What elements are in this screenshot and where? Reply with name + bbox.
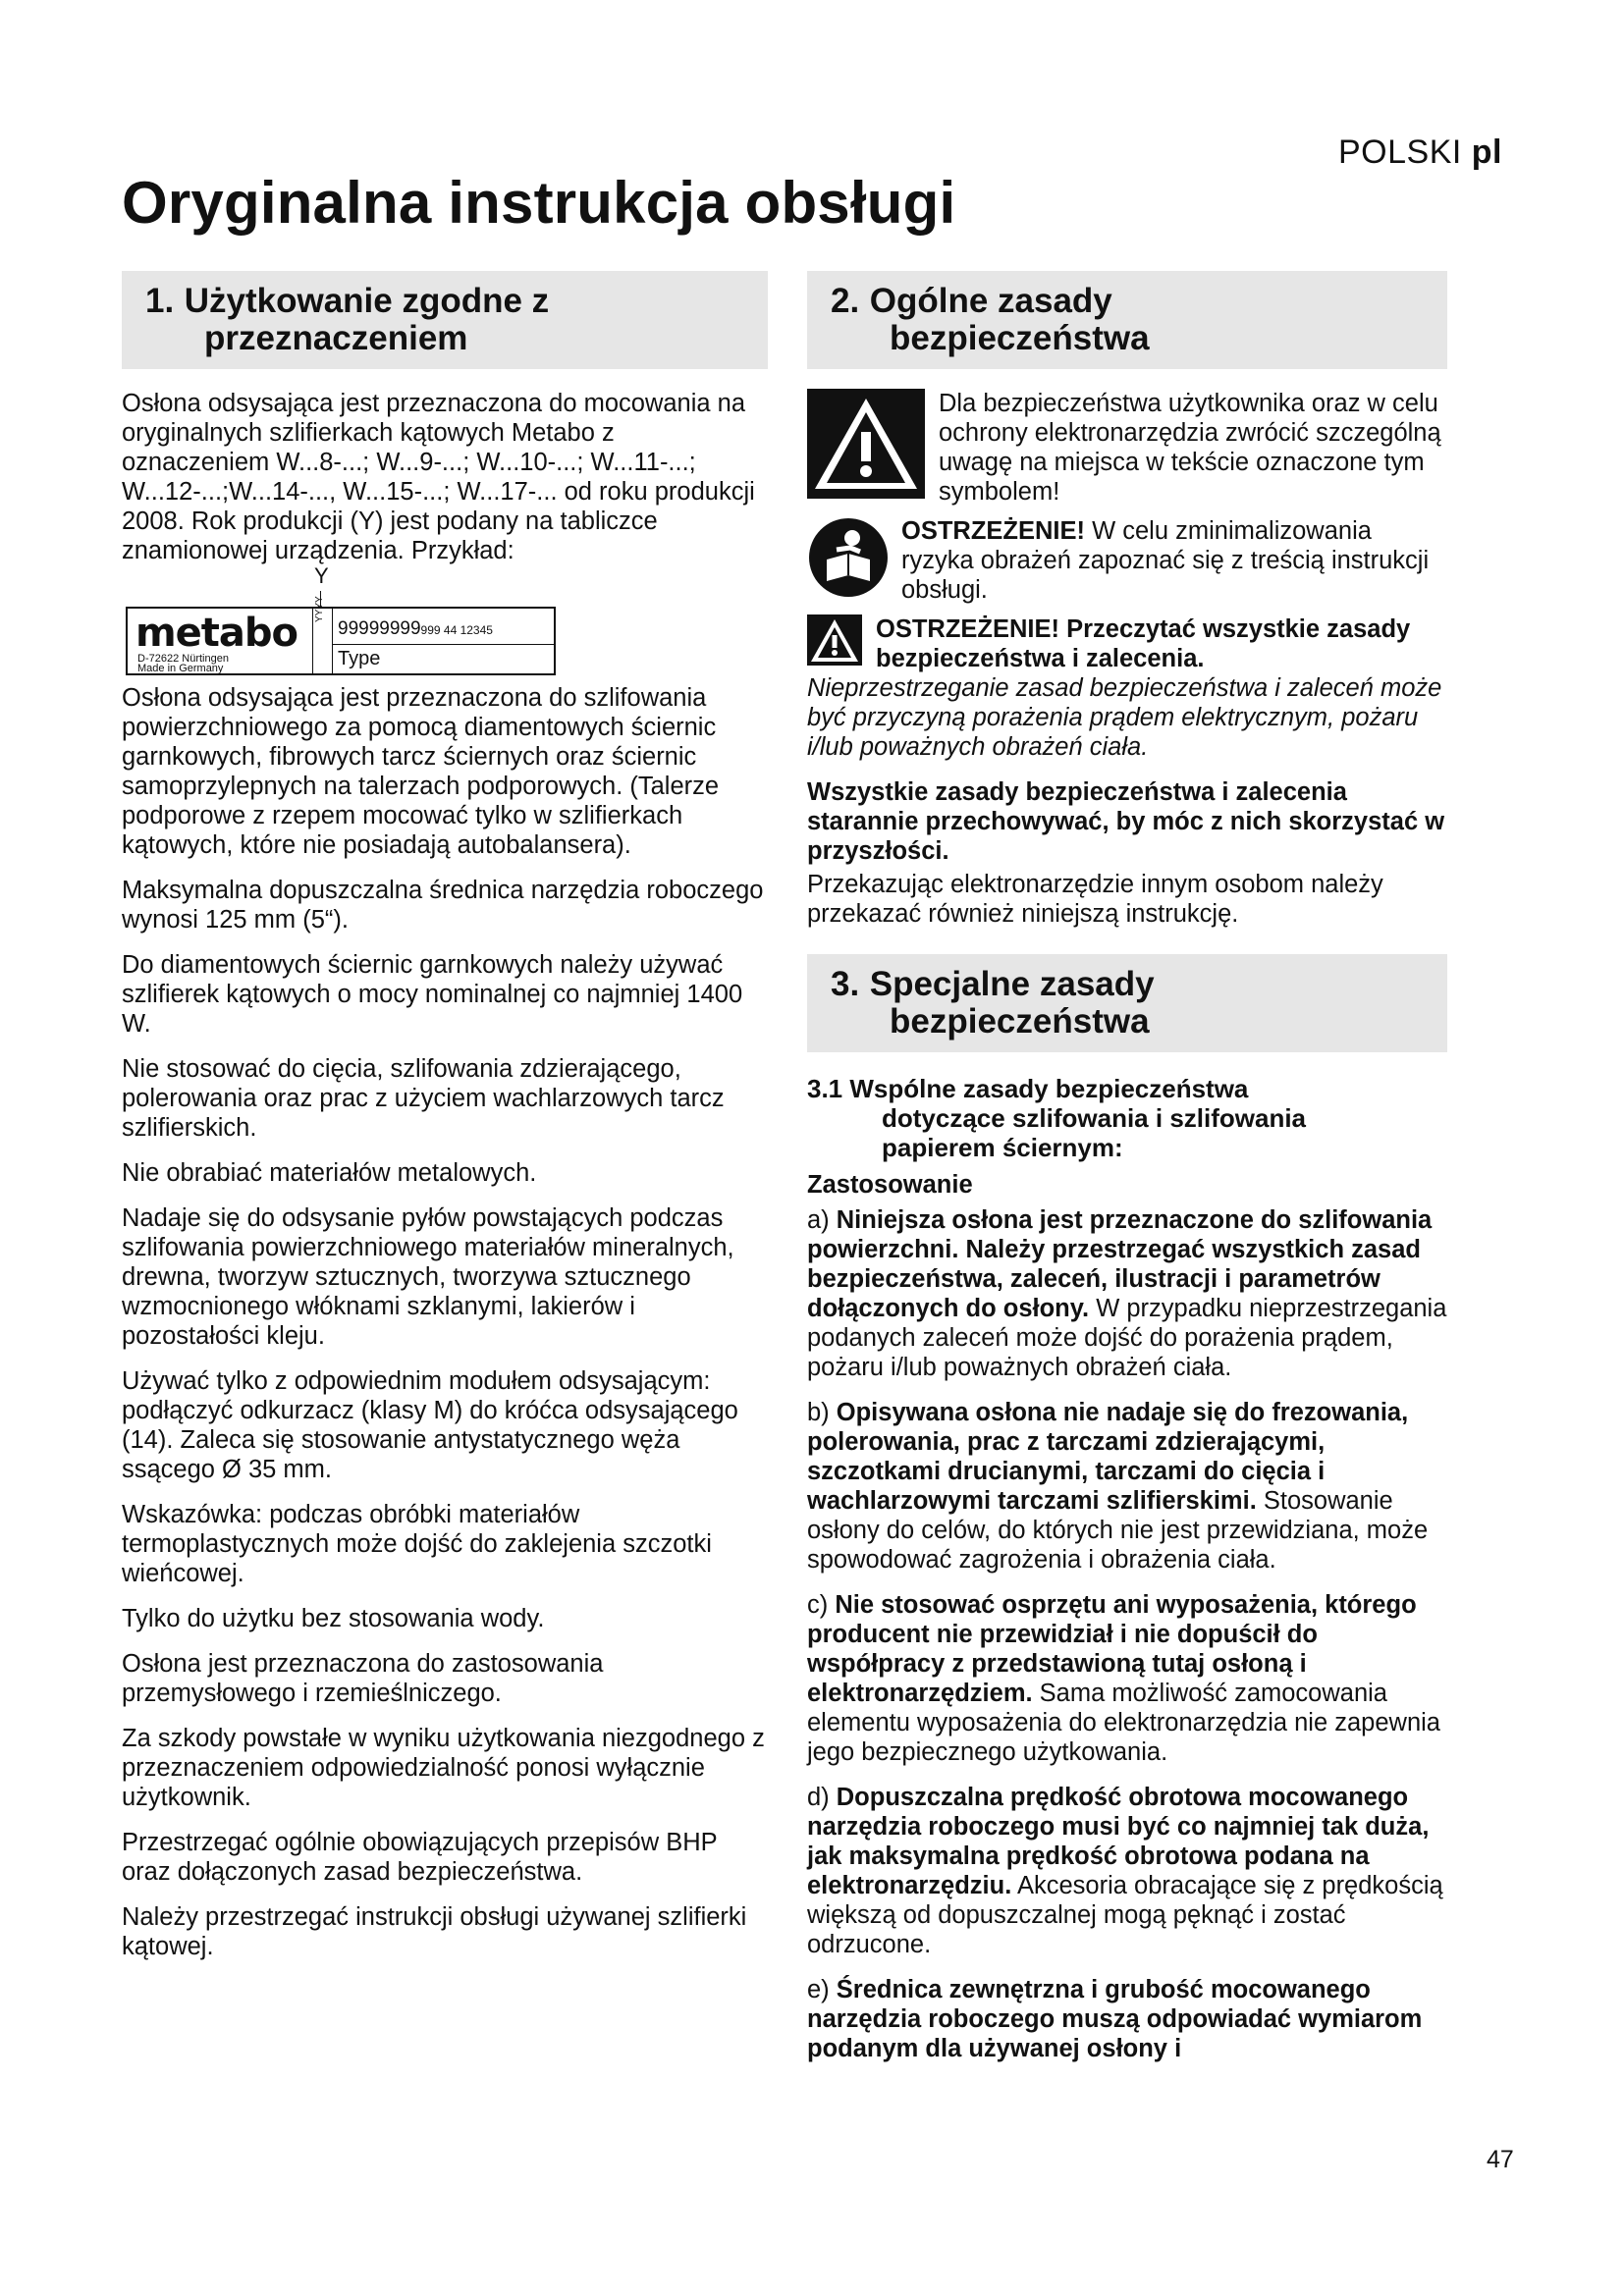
nameplate-divider: [332, 609, 333, 673]
paragraph: Nadaje się do odsysanie pyłów powstających podczas szlifowania powierzchniowego materiałów mineralnych, drewna, tworzyw sztucznych, tworzywa sztucznego wzmocnionego włóknami szklanymi, lakierów i pozostałości kleju.: [122, 1204, 734, 1350]
intended-use-paragraph: Osłona odsysająca jest przeznaczona do mocowania na oryginalnych szlifierkach kątowych Metabo z oznaczeniem W...8-...; W...9-...; W...10-...; W...11-...; W...12-...;W...14-..., W...15-...; W...17-... od roku produkcji 2008. Rok produkcji (Y) jest podany na tabliczce znamionowej urządzenia. Przykład:: [122, 390, 755, 564]
pass-on-instructions: Przekazując elektronarzędzie innym osobom należy przekazać również niniejszą instrukcję.: [807, 871, 1383, 928]
paragraph: Tylko do użytku bez stosowania wody.: [122, 1605, 545, 1632]
section-1-title-line1: Użytkowanie zgodne z: [184, 282, 550, 320]
warning-symbol-text: Dla bezpieczeństwa użytkownika oraz w celu ochrony elektronarzędzia zwrócić szczególną uwagę na miejsca w tekście oznaczone tym symbolem!: [939, 390, 1441, 506]
subsection-3-1-line2: dotyczące szlifowania i szlifowania: [882, 1103, 1307, 1133]
language-label: [1338, 133, 1502, 172]
section-2-title-line2: bezpieczeństwa: [890, 319, 1150, 357]
rule-text: Stosowanie osłony do celów, do których nie jest przewidziana, może spowodować zagrożenia i obrażenia ciała.: [807, 1487, 1429, 1574]
rule-bold-text: Opisywana osłona nie nadaje się do frezowania, polerowania, prac z tarczami zdzierającymi, szczotkami drucianymi, tarczami do cięcia i wachlarzowymi tarczami szlifierskimi.: [807, 1399, 1409, 1515]
subsection-3-1-heading: [807, 1074, 1447, 1162]
language-word: POLSKI: [1337, 133, 1462, 171]
rule-text: Sama możliwość zamocowania elementu wyposażenia do elektronarzędzia nie zapewnia jego bezpiecznego użytkowania.: [807, 1680, 1440, 1766]
nameplate-divider: [332, 644, 554, 645]
keep-instructions-bold: Wszystkie zasady bezpieczeństwa i zalecenia starannie przechowywać, by móc z nich skorzystać w przyszłości.: [807, 778, 1445, 865]
subsection-3-1-line3: papierem ściernym:: [882, 1133, 1123, 1162]
paragraph: Za szkody powstałe w wyniku użytkowania niezgodnego z przeznaczeniem odpowiedzialność ponosi wyłącznie użytkownik.: [122, 1725, 765, 1811]
paragraph: Osłona odsysająca jest przeznaczona do szlifowania powierzchniowego za pomocą diamentowych ściernic garnkowych, fibrowych tarcz ściernych oraz ściernic samoprzylepnych na talerzach podporowych. (Talerze podporowe z rzepem mocować tylko w szlifierkach kątowych, które nie posiadają autobalansera).: [122, 684, 720, 859]
paragraph: Nie obrabiać materiałów metalowych.: [122, 1159, 537, 1187]
nameplate-address: [137, 654, 229, 673]
read-manual-warning: [807, 516, 1447, 605]
rule-a: [807, 1205, 1447, 1382]
warning-triangle-icon: [807, 389, 925, 499]
paragraph: Przestrzegać ogólnie obowiązujących przepisów BHP oraz dołączonych zasad bezpieczeństwa.: [122, 1829, 718, 1886]
subsection-3-1-line1: 3.1 Wspólne zasady bezpieczeństwa: [807, 1074, 1249, 1103]
paragraph: Do diamentowych ściernic garnkowych należy używać szlifierek kątowych o mocy nominalnej co najmniej 1400 W.: [122, 951, 743, 1038]
rule-letter: d): [807, 1784, 837, 1811]
section-3-number: 3.: [831, 965, 860, 1003]
keep-instructions: [807, 777, 1447, 866]
language-code: pl: [1471, 133, 1502, 171]
nameplate-yyyy: YYYY: [314, 596, 325, 622]
nameplate-address-line2: Made in Germany: [137, 663, 224, 674]
rule-e: [807, 1975, 1447, 2063]
read-manual-text: [901, 516, 1447, 605]
nameplate-serial-main: 99999999: [338, 618, 421, 639]
general-warning-heading: OSTRZEŻENIE! Przeczytać wszystkie zasady bezpieczeństwa i zalecenia.: [876, 615, 1411, 672]
rule-letter: b): [807, 1399, 837, 1426]
nameplate-address-line1: D-72622 Nürtingen: [137, 653, 229, 665]
paragraph: Wskazówka: podczas obróbki materiałów termoplastycznych może dojść do zaklejenia szczotki wieńcowej.: [122, 1501, 712, 1587]
nameplate-serial-sub: 999 44 12345: [420, 623, 493, 637]
paragraph: Nie stosować do cięcia, szlifowania zdzierającego, polerowania oraz prac z użyciem wachlarzowych tarcz szlifierskich.: [122, 1055, 725, 1142]
rule-c: [807, 1590, 1447, 1767]
rule-bold-text: Niniejsza osłona jest przeznaczone do szlifowania powierzchni. Należy przestrzegać wszystkich zasad bezpieczeństwa, zaleceń, ilustracji i parametrów dołączonych do osłony.: [807, 1206, 1433, 1322]
rule-bold-text: Średnica zewnętrzna i grubość mocowanego narzędzia roboczego muszą odpowiadać wymiarom podanym dla używanej osłony i: [807, 1976, 1423, 2062]
right-column: [807, 271, 1447, 2079]
nameplate-example: [122, 563, 768, 673]
section-2-number: 2.: [831, 282, 860, 320]
section-1-heading: [122, 271, 768, 369]
rule-text: W przypadku nieprzestrzegania podanych zaleceń może dojść do porażenia prądem, pożaru i/lub poważnych obrażeń ciała.: [807, 1295, 1447, 1381]
metabo-logo: metabo: [135, 611, 298, 656]
section-1-number: 1.: [145, 282, 175, 320]
nameplate-divider: [312, 609, 313, 673]
paragraph: Należy przestrzegać instrukcji obsługi używanej szlifierki kątowej.: [122, 1903, 747, 1960]
section-1-title-line2: przeznaczeniem: [204, 319, 468, 357]
section-2-heading: [807, 271, 1447, 369]
section-3-heading: [807, 954, 1447, 1052]
rule-letter: c): [807, 1591, 836, 1619]
warning-text: W celu zminimalizowania ryzyka obrażeń zapoznać się z treścią instrukcji obsługi.: [901, 517, 1430, 604]
nameplate-year-pointer-label: Y: [314, 563, 329, 588]
warning-symbol-note: [807, 389, 1447, 507]
paragraph: Osłona jest przeznaczona do zastosowania przemysłowego i rzemieślniczego.: [122, 1650, 604, 1707]
rule-letter: a): [807, 1206, 837, 1234]
section-3-title-line2: bezpieczeństwa: [890, 1002, 1150, 1041]
rule-text: Akcesoria obracające się z prędkością większą od dopuszczalnej mogą pęknąć i zostać odrzucone.: [807, 1872, 1443, 1958]
paragraph: Maksymalna dopuszczalna średnica narzędzia roboczego wynosi 125 mm (5“).: [122, 877, 764, 934]
nameplate-serial: [338, 618, 493, 640]
page-title: Oryginalna instrukcja obsługi: [122, 170, 956, 236]
rule-b: [807, 1398, 1447, 1575]
section-3-title-line1: Specjalne zasady: [869, 965, 1155, 1003]
rule-d: [807, 1783, 1447, 1959]
general-warning-consequence: Nieprzestrzeganie zasad bezpieczeństwa i zaleceń może być przyczyną porażenia prądem elektrycznym, pożaru i/lub poważnych obrażeń ciała.: [807, 674, 1442, 761]
nameplate: [126, 596, 556, 675]
left-column: [122, 271, 768, 1977]
warning-triangle-icon: [807, 614, 862, 666]
general-warning: [807, 614, 1447, 673]
nameplate-type: Type: [338, 648, 381, 669]
rule-letter: e): [807, 1976, 837, 2003]
warning-label: OSTRZEŻENIE!: [901, 517, 1086, 545]
section-2-title-line1: Ogólne zasady: [869, 282, 1112, 320]
application-heading: Zastosowanie: [807, 1171, 973, 1199]
rule-bold-text: Dopuszczalna prędkość obrotowa mocowanego narzędzia roboczego musi być co najmniej tak duża, jak maksymalna prędkość obrotowa podana na elektronarzędziu.: [807, 1784, 1430, 1899]
paragraph: Używać tylko z odpowiednim modułem odsysającym: podłączyć odkurzacz (klasy M) do króćca odsysającego (14). Zaleca się stosowanie antystatycznego węża ssącego Ø 35 mm.: [122, 1367, 738, 1483]
rule-bold-text: Nie stosować osprzętu ani wyposażenia, którego producent nie przewidział i nie dopuścił do współpracy z przedstawioną tutaj osłoną i elektronarzędziem.: [807, 1591, 1417, 1707]
page-number: 47: [1487, 2146, 1514, 2173]
read-manual-icon: [807, 516, 890, 599]
